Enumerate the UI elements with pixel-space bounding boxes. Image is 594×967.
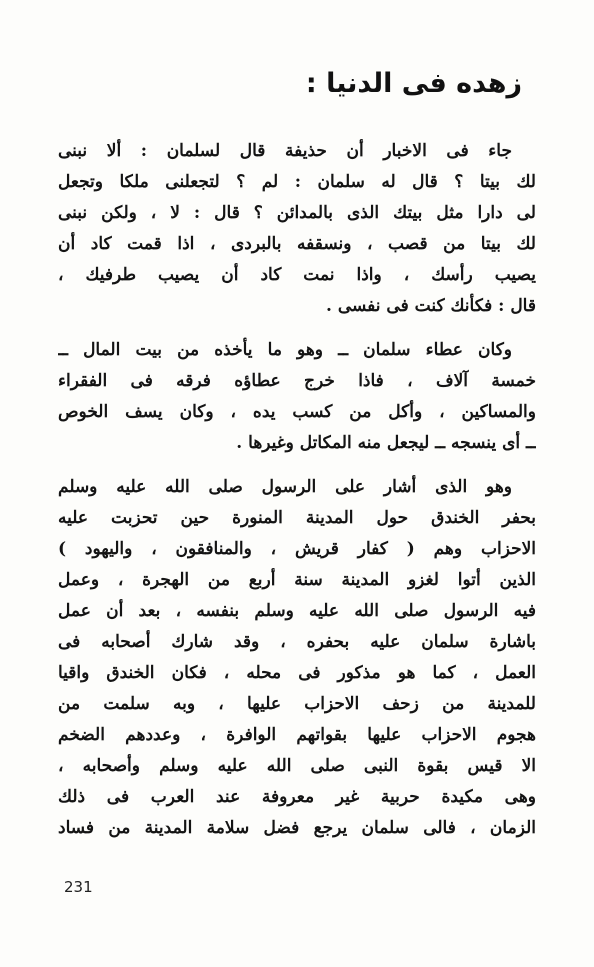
text-line: باشارة سلمان عليه بحفره ، وقد شارك أصحابه فى [58, 632, 536, 652]
paragraph-gap [58, 322, 536, 335]
text-line: وهو الذى أشار على الرسول صلى الله عليه وسلم [58, 477, 512, 497]
text-line: بحفر الخندق حول المدينة المنورة حين تحزبت عليه [58, 508, 536, 528]
text-line: لك بيتا ؟ قال له سلمان : لم ؟ لتجعلنى ملكا وتجعل [58, 172, 536, 192]
text-line: لك بيتا من قصب ، ونسقفه بالبردى ، اذا قمت كاد أن [58, 234, 536, 254]
body-text [58, 136, 536, 844]
text-line: للمدينة من زحف الاحزاب عليها ، وبه سلمت من [58, 694, 536, 714]
text-line: جاء فى الاخبار أن حذيفة قال لسلمان : ألا نبنى [58, 141, 512, 161]
text-line: الاحزاب وهم ( كفار قريش ، والمنافقون ، واليهود ) [58, 539, 536, 559]
text-line: خمسة آلاف ، فاذا خرج عطاؤه فرقه فى الفقراء [58, 371, 536, 391]
text-line: الزمان ، فالى سلمان يرجع فضل سلامة المدينة من فساد [58, 818, 536, 838]
text-line: الذين أتوا لغزو المدينة سنة أربع من الهجرة ، وعمل [58, 570, 536, 590]
text-line: العمل ، كما هو مذكور فى محله ، فكان الخندق واقيا [58, 663, 536, 683]
text-line: فيه الرسول صلى الله عليه وسلم بنفسه ، بعد أن عمل [58, 601, 536, 621]
text-line: لى دارا مثل بيتك الذى بالمدائن ؟ قال : لا ، ولكن نبنى [58, 203, 536, 223]
page-number: 231 [64, 878, 93, 896]
text-line: قال : فكأنك كنت فى نفسى . [326, 296, 536, 316]
paragraph-gap [58, 459, 536, 472]
text-line: الا قيس بقوة النبى صلى الله عليه وسلم وأصحابه ، [58, 756, 536, 776]
text-line: وكان عطاء سلمان ــ وهو ما يأخذه من بيت المال ــ [58, 340, 512, 360]
text-line: ــ أى ينسجه ــ ليجعل منه المكاتل وغيرها . [236, 433, 536, 453]
text-line: والمساكين ، وأكل من كسب يده ، وكان يسف الخوص [58, 402, 536, 422]
text-line: يصيب رأسك ، واذا نمت كاد أن يصيب طرفيك ، [58, 265, 536, 285]
section-heading: زهده فى الدنيا : [305, 68, 522, 99]
text-line: هجوم الاحزاب عليها بقواتهم الوافرة ، وعددهم الضخم [58, 725, 536, 745]
text-line: وهى مكيدة حربية غير معروفة عند العرب فى ذلك [58, 787, 536, 807]
